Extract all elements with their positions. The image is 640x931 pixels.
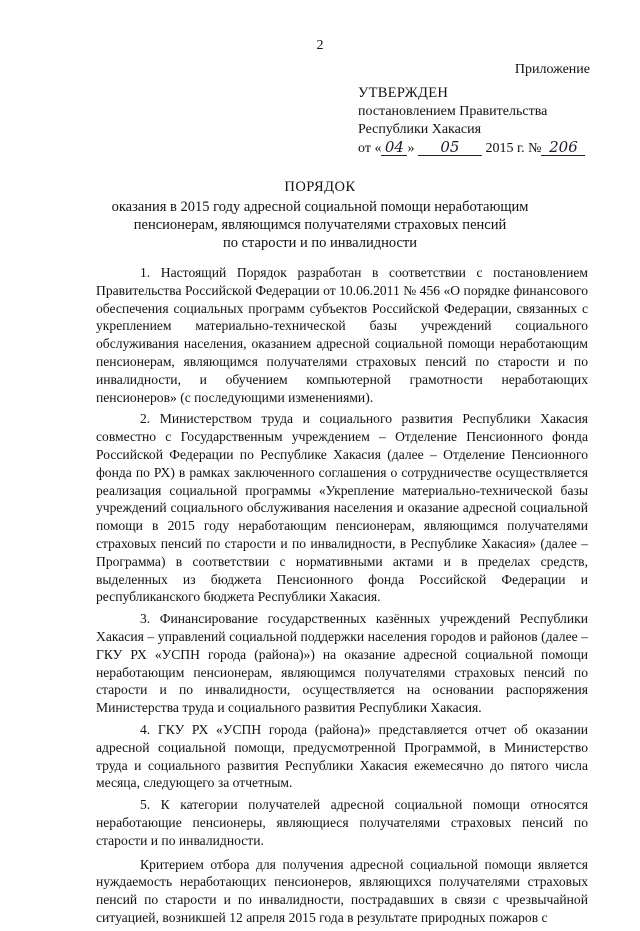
paragraph-2: 2. Министерством труда и социального развития Республики Хакасия совместно с Государственным учреждением – Отделение Пенсионного фонда Российской Федерации по Республике Хакасия (далее – Отделение Пенсионного фонда по РХ) в рамках заключенного соглашения о сотрудничестве осуществляется реализация социальной программы «Укрепление материально-технической базы учреждений социального обслуживания населения и оказание адресной социальной помощи в 2015 году неработающим пенсионерам, являющимся получателями страховых пенсий по старости и по инвалидности, в Республике Хакасия» (далее – Программа) в соответствии с нормативными актами и в пределах средств, выделенных из бюджета Пенсионного фонда Российской Федерации и республиканского бюджета Республики Хакасия. <box>96 411 588 605</box>
approval-from: от <box>358 140 371 156</box>
quote-close: » <box>407 140 415 156</box>
approval-year: 2015 г. <box>485 140 525 156</box>
approval-number: 206 <box>541 140 585 156</box>
approval-line-1: постановлением Правительства <box>358 103 548 119</box>
title-line-1: оказания в 2015 году адресной социальной помощи неработающим <box>111 199 529 215</box>
approval-day: 04 <box>381 140 407 156</box>
approval-date-number <box>358 137 618 159</box>
paragraph-5: 5. К категории получателей адресной социальной помощи относятся неработающие пенсионеры, являющиеся получателями страховых пенсий по старости и по инвалидности. <box>96 797 588 848</box>
document-body <box>96 264 588 931</box>
title-heading: ПОРЯДОК <box>284 179 356 195</box>
title-line-3: по старости и по инвалидности <box>222 235 418 251</box>
paragraph-4: 4. ГКУ РХ «УСПН города (района)» представляется отчет об оказании адресной социальной помощи, предусмотренной Программой, в Министерство труда и социального развития Республики Хакасия ежемесячно до пятого числа месяца, следующего за отчетным. <box>96 721 588 791</box>
page-number: 2 <box>316 38 324 53</box>
document-title <box>0 178 640 252</box>
appendix-label: Приложение <box>514 62 590 77</box>
title-line-2: пенсионерам, являющимся получателями страховых пенсий <box>133 217 507 233</box>
approval-heading: УТВЕРЖДЕН <box>358 85 449 101</box>
approval-line-2: Республики Хакасия <box>358 122 482 137</box>
approval-block <box>358 84 618 158</box>
paragraph-6: Критерием отбора для получения адресной социальной помощи является нуждаемость неработающих пенсионеров, являющихся получателями страховых пенсий по старости и по инвалидности, пострадавших в связи с чрезвычайной ситуацией, возникшей 12 апреля 2015 года в результате природных пожаров с <box>96 856 588 925</box>
paragraph-1: 1. Настоящий Порядок разработан в соответствии с постановлением Правительства Российской Федерации от 10.06.2011 № 456 «О порядке финансового обеспечения социальных программ субъектов Российской Федерации, связанных с укреплением материально-технической базы учреждений социального обслуживания населения, оказанием адресной социальной помощи неработающим пенсионерам, являющимся получателями страховых пенсий по старости и по инвалидности, и обучением компьютерной грамотности неработающих пенсионеров» (с последующими изменениями). <box>96 265 588 405</box>
approval-number-sign: № <box>528 140 542 156</box>
approval-month: 05 <box>418 140 482 156</box>
quote-open: « <box>374 140 382 156</box>
paragraph-3: 3. Финансирование государственных казённых учреждений Республики Хакасия – управлений социальной поддержки населения городов и районов (далее – ГКУ РХ «УСПН города (района)») на оказание адресной социальной помощи неработающим пенсионерам, являющимся получателями страховых пенсий по старости и по инвалидности, осуществляется на основании распоряжения Министерства труда и социального развития Республики Хакасия. <box>96 611 588 716</box>
